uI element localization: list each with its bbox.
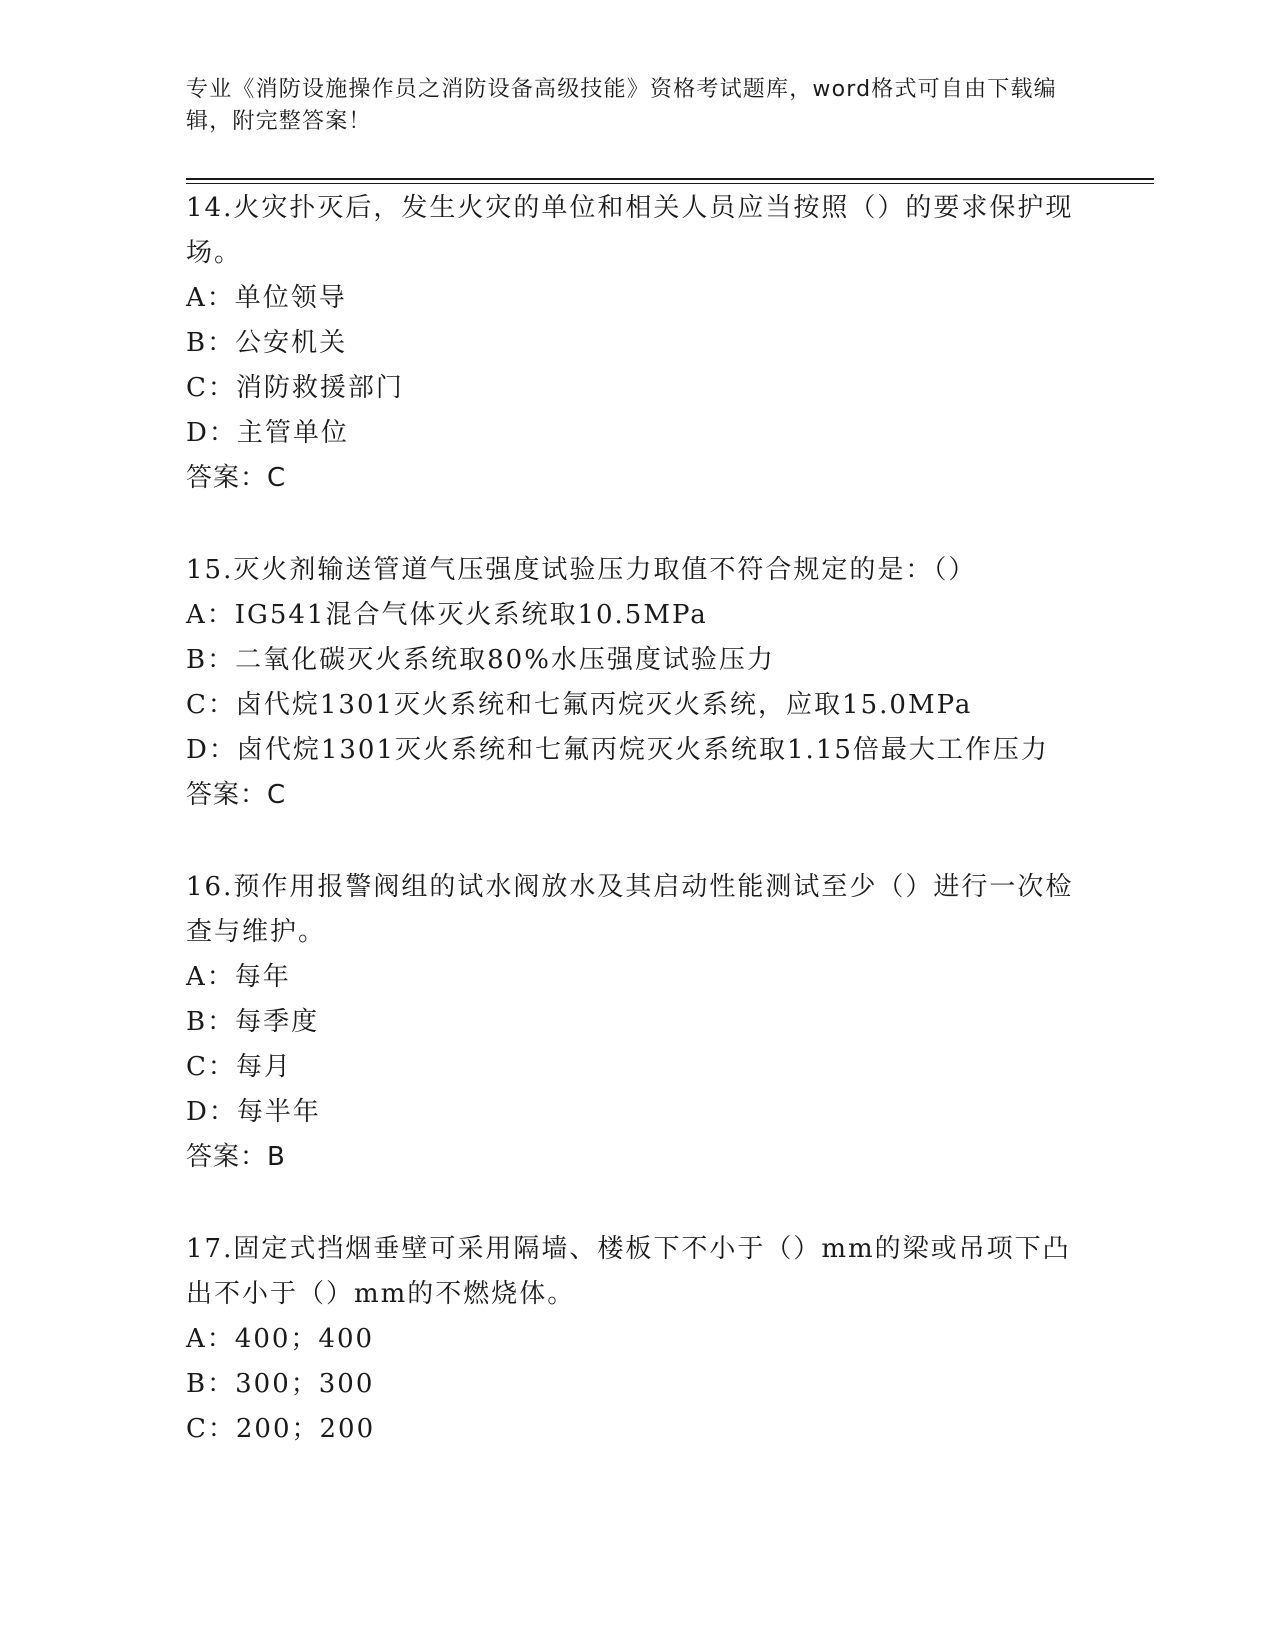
option-d: D：卤代烷1301灭火系统和七氟丙烷灭火系统取1.15倍最大工作压力 — [186, 735, 1049, 765]
header-divider-thin — [186, 183, 1154, 184]
question-stem: 17.固定式挡烟垂壁可采用隔墙、楼板下不小于（）mm的梁或吊项下凸出不小于（）mm的不燃烧体。 — [186, 1234, 1071, 1309]
option-a: A：每年 — [186, 962, 291, 992]
document-header: 专业《消防设施操作员之消防设备高级技能》资格考试题库，word格式可自由下载编辑，附完整答案！ — [186, 77, 1057, 134]
option-c: C：消防救援部门 — [186, 373, 404, 403]
header-divider-thick — [186, 178, 1154, 180]
question-stem: 14.火灾扑灭后，发生火灾的单位和相关人员应当按照（）的要求保护现场。 — [186, 193, 1074, 268]
answer-line: 答案：C — [186, 780, 287, 810]
question-17 — [186, 1227, 1086, 1452]
question-14 — [186, 186, 1086, 501]
answer-line: 答案：C — [186, 463, 287, 493]
answer-line: 答案：B — [186, 1142, 286, 1172]
option-c: C：卤代烷1301灭火系统和七氟丙烷灭火系统，应取15.0MPa — [186, 690, 973, 720]
option-a: A：IG541混合气体灭火系统取10.5MPa — [186, 600, 708, 630]
option-c: C：200；200 — [186, 1414, 376, 1444]
option-a: A：400；400 — [186, 1324, 375, 1354]
option-b: B：每季度 — [186, 1007, 320, 1037]
question-list — [186, 186, 1086, 1499]
question-15 — [186, 548, 1086, 818]
option-a: A：单位领导 — [186, 283, 347, 313]
question-stem: 15.灭火剂输送管道气压强度试验压力取值不符合规定的是：（） — [186, 555, 977, 585]
option-d: D：每半年 — [186, 1097, 321, 1127]
question-16 — [186, 865, 1086, 1180]
option-d: D：主管单位 — [186, 418, 349, 448]
option-c: C：每月 — [186, 1052, 292, 1082]
option-b: B：300；300 — [186, 1369, 375, 1399]
question-stem: 16.预作用报警阀组的试水阀放水及其启动性能测试至少（）进行一次检查与维护。 — [186, 872, 1074, 947]
option-b: B：公安机关 — [186, 328, 348, 358]
option-b: B：二氧化碳灭火系统取80%水压强度试验压力 — [186, 645, 775, 675]
